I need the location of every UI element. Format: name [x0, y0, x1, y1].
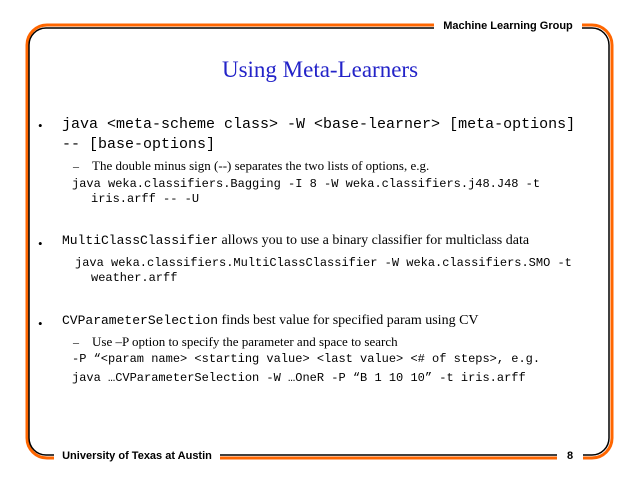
page-number: 8	[557, 447, 583, 465]
meta-learner-syntax-line1: java <meta-scheme class> -W <base-learner> [meta-options]	[62, 116, 576, 133]
multiclass-example-line2: weather.arff	[91, 271, 178, 285]
cvparam-description: finds best value for specified param using CV	[221, 313, 479, 328]
multiclass-description: allows you to use a binary classifier for multiclass data	[221, 233, 530, 248]
header-group-name: Machine Learning Group	[434, 17, 582, 35]
bullet-icon: •	[38, 236, 43, 251]
bullet-icon: •	[38, 316, 43, 331]
multiclass-example-line1: java weka.classifiers.MultiClassClassifier -W weka.classifiers.SMO -t	[75, 256, 572, 270]
footer-affiliation: University of Texas at Austin	[54, 447, 220, 465]
cvparam-example-line: java …CVParameterSelection -W …OneR -P “B 1 10 10” -t iris.arff	[72, 371, 526, 385]
meta-learner-syntax-line2: -- [base-options]	[62, 136, 216, 153]
dash-icon: –	[73, 335, 79, 349]
dash-icon: –	[73, 159, 79, 173]
page-title: Using Meta-Learners	[221, 57, 419, 82]
multiclass-classname: MultiClassClassifier	[62, 233, 219, 248]
bullet-icon: •	[38, 118, 43, 133]
multiclass-bullet	[62, 233, 529, 249]
cvparam-note: Use –P option to specify the parameter and space to search	[92, 334, 398, 349]
cvparam-syntax-line: -P “<param name> <starting value> <last value> <# of steps>, e.g.	[72, 352, 541, 366]
bagging-example-line1: java weka.classifiers.Bagging -I 8 -W weka.classifiers.j48.J48 -t	[72, 177, 541, 191]
cvparam-bullet	[62, 313, 479, 329]
bagging-example-line2: iris.arff -- -U	[91, 192, 200, 206]
cvparam-classname: CVParameterSelection	[62, 313, 219, 328]
double-minus-note: The double minus sign (--) separates the two lists of options, e.g.	[92, 158, 430, 173]
